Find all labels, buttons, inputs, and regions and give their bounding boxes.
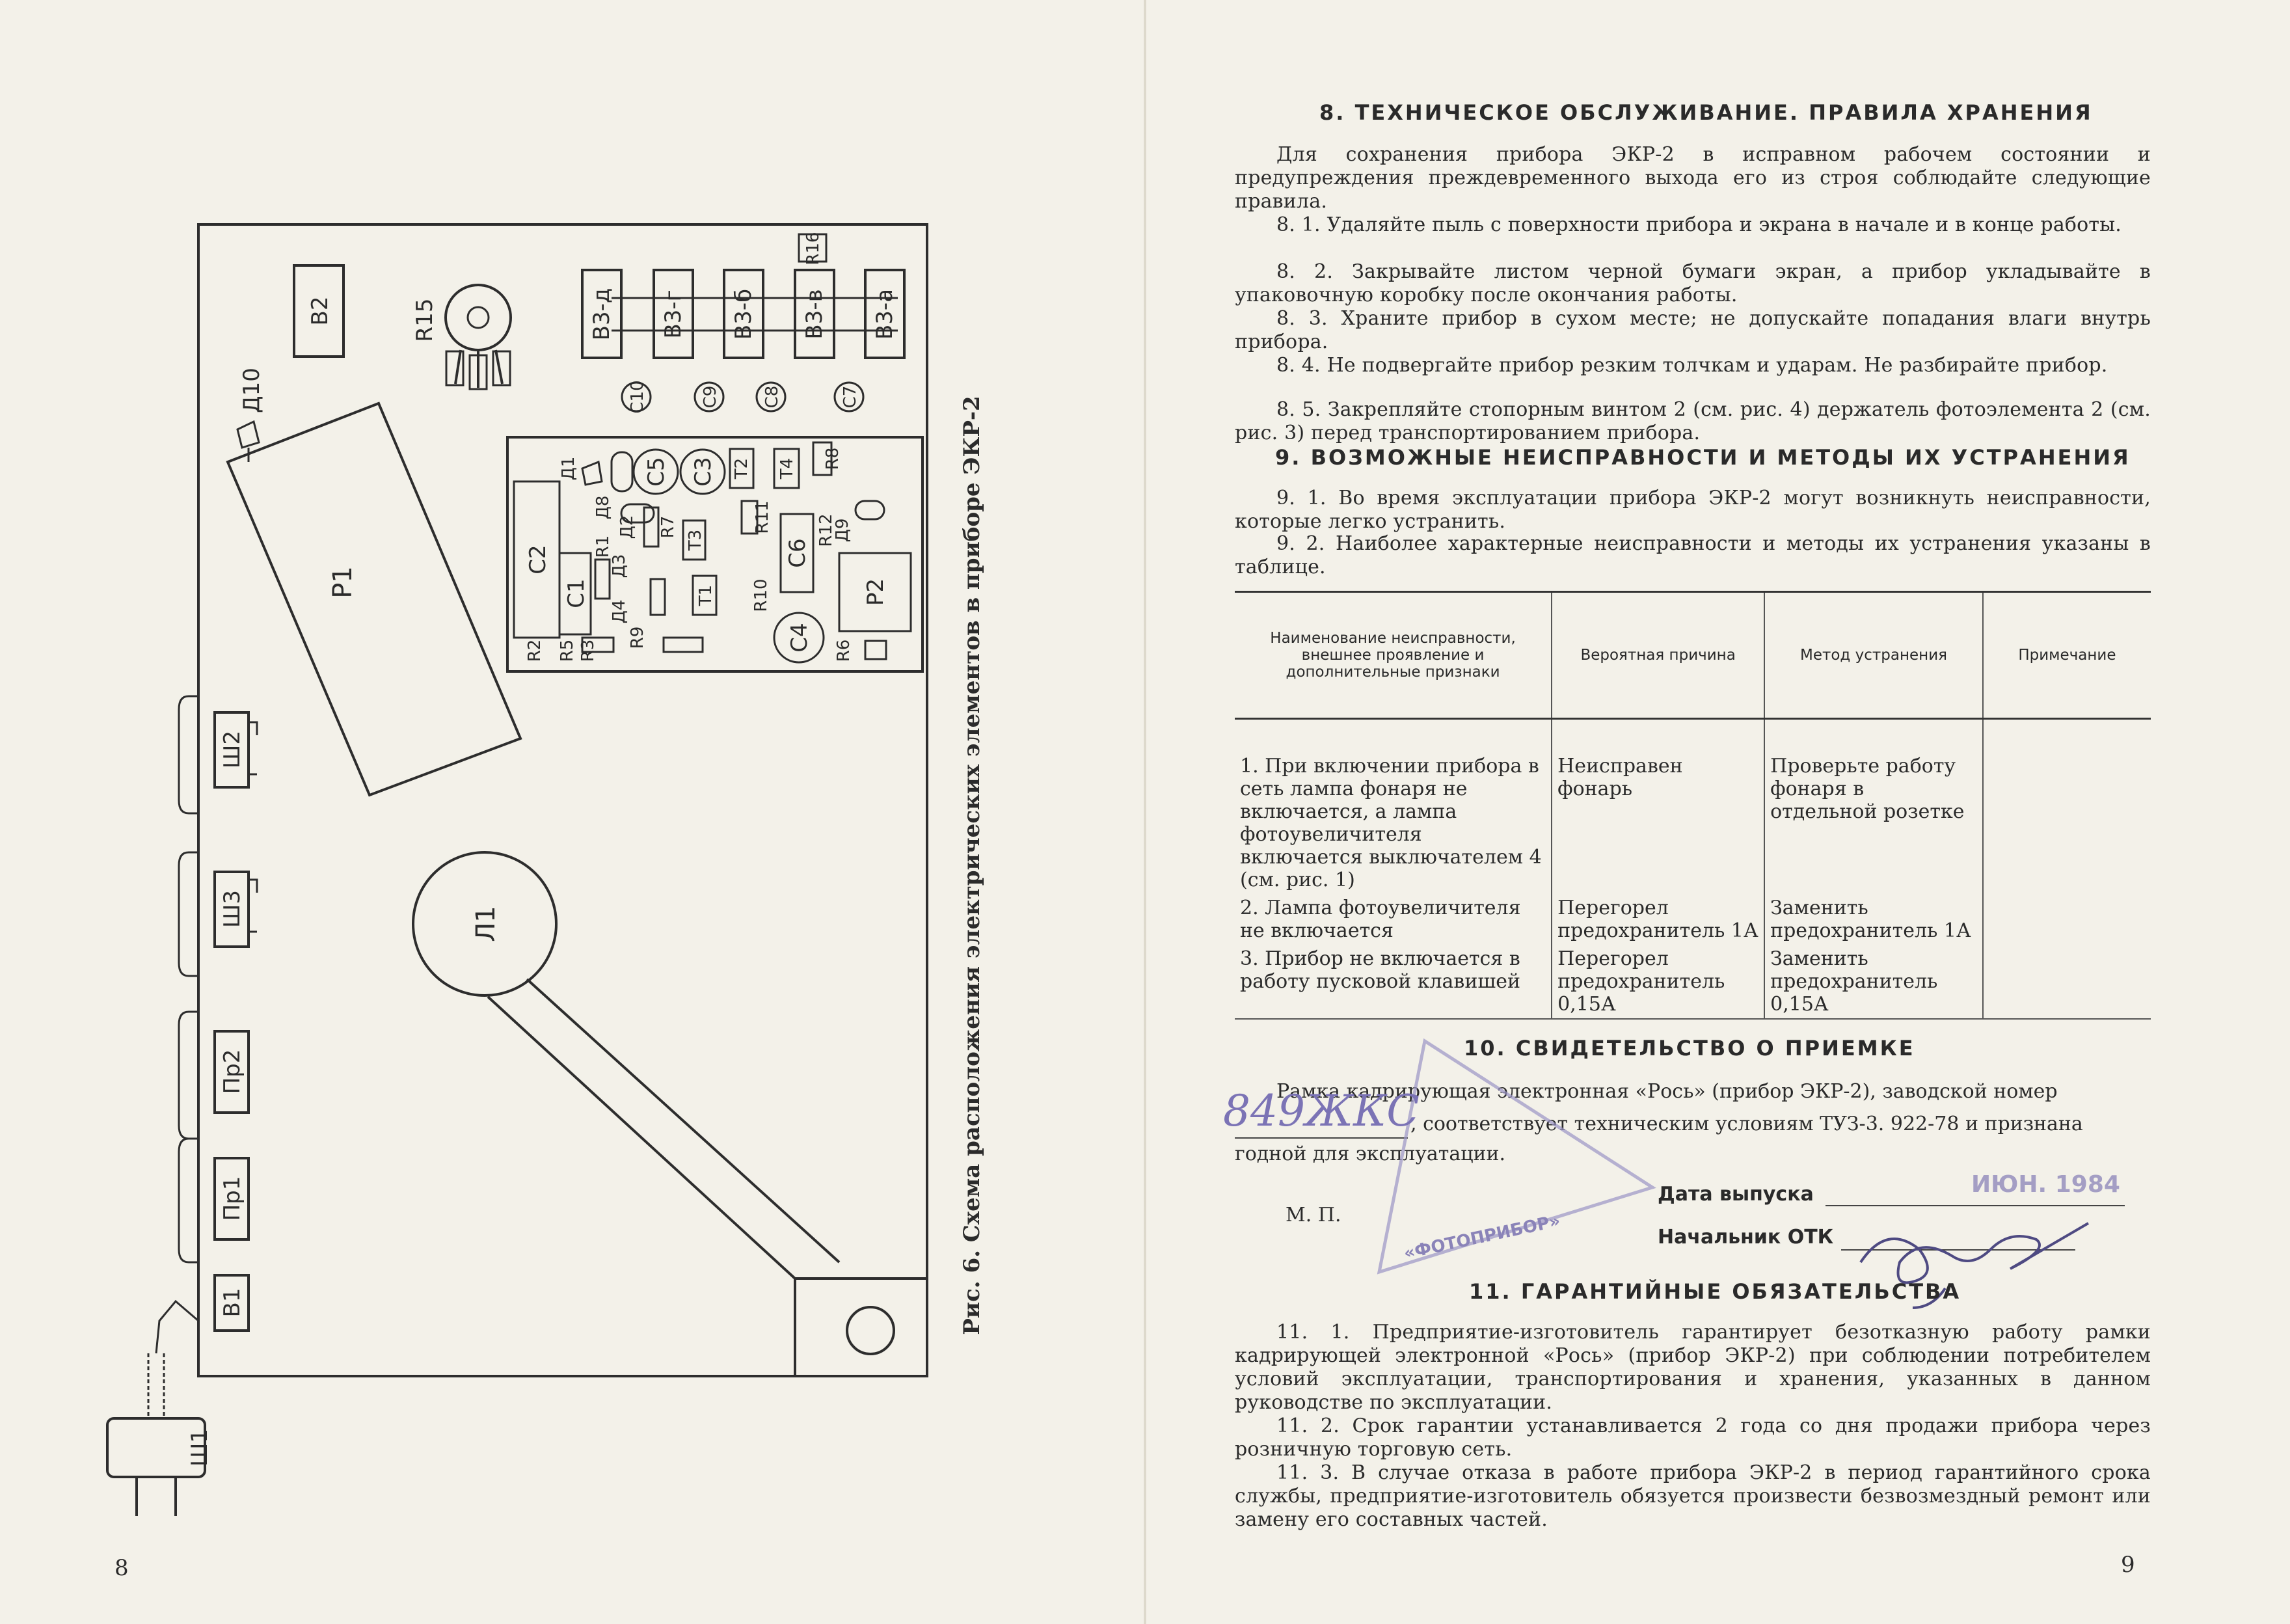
label-d1: Д1 [559, 456, 578, 481]
label-d9: Д9 [833, 518, 852, 543]
label-r10: R10 [751, 578, 771, 612]
release-date-value: ИЮН. 1984 [1971, 1171, 2120, 1198]
label-sh2: Ш2 [219, 731, 245, 768]
release-date-label: Дата выпуска [1658, 1183, 1814, 1206]
section10-heading: 10. СВИДЕТЕЛЬСТВО О ПРИЕМКЕ [1464, 1036, 1915, 1061]
label-d10: Д10 [239, 368, 265, 413]
label-c5: С5 [643, 457, 669, 487]
label-d2: Д2 [617, 515, 637, 539]
label-d4: Д4 [610, 599, 629, 624]
label-r16: R16 [803, 232, 823, 265]
fault-table-header [1235, 592, 2151, 719]
table-row [1235, 719, 2151, 895]
board-outline [198, 224, 927, 1376]
section11-heading: 11. ГАРАНТИЙНЫЕ ОБЯЗАТЕЛЬСТВА [1469, 1279, 1961, 1304]
label-c2: С2 [525, 545, 551, 575]
row1-note [1983, 719, 2151, 895]
power-plug [107, 1301, 213, 1516]
label-b3g: В3-г [660, 290, 686, 339]
section8-heading: 8. ТЕХНИЧЕСКОЕ ОБСЛУЖИВАНИЕ. ПРАВИЛА ХРАНЕНИЯ [1319, 100, 2093, 125]
section8-intro: Для сохранения прибора ЭКР-2 в исправном рабочем состоянии и предупреждения преждевременного выхода его из строя соблюдайте следующие правила. [1235, 143, 2151, 213]
row3-method: Заменить предохранитель 0,15А [1764, 945, 1983, 1019]
certificate-line-2: , соответствует техническим условиям ТУЗ-3. 922-78 и признана [1410, 1113, 2083, 1135]
row2-note [1983, 894, 2151, 945]
circuit-sub-board [507, 437, 923, 671]
capacitors-row [622, 380, 863, 413]
label-r2: R2 [525, 639, 545, 662]
section8-item-2: 8. 2. Закрывайте листом черной бумаги экран, а прибор укладывайте в упаковочную коробку после окончания работы. [1235, 260, 2151, 306]
label-l1: Л1 [471, 906, 501, 942]
label-r12: R12 [816, 513, 836, 547]
row3-note [1983, 945, 2151, 1019]
header-fault: Наименование неисправности, внешнее проявление и дополнительные признаки [1235, 592, 1552, 719]
lamp-l1 [413, 852, 927, 1376]
label-t1: Т1 [696, 584, 716, 606]
label-pr1: Пр1 [219, 1176, 245, 1221]
label-r11: R11 [753, 500, 772, 534]
label-pr2: Пр2 [219, 1049, 245, 1094]
label-r9: R9 [628, 626, 647, 649]
label-p2: Р2 [863, 578, 889, 606]
label-b3a: В3-а [872, 288, 898, 340]
section8-item-5: 8. 5. Закрепляйте стопорным винтом 2 (см. рис. 4) держатель фотоэлемента 2 (см. рис. 3) перед транспортированием прибора. [1235, 398, 2151, 444]
label-b3b: В3-б [731, 288, 757, 340]
header-method: Метод устранения [1764, 592, 1983, 719]
label-b3d: В3-д [589, 288, 615, 341]
fault-table [1235, 591, 2151, 1020]
switch-b3-group [582, 270, 904, 358]
table-row [1235, 945, 2151, 1019]
label-r7: R7 [658, 515, 678, 539]
label-c3: С3 [690, 457, 716, 487]
row1-method: Проверьте работу фонаря в отдельной розетке [1764, 719, 1983, 895]
table-row [1235, 894, 2151, 945]
otk-label: Начальник ОТК [1658, 1226, 1834, 1249]
label-sh1: Ш1 [187, 1429, 213, 1467]
section8-item-1: 8. 1. Удаляйте пыль с поверхности прибора и экрана в начале и в конце работы. [1276, 213, 2122, 236]
label-r3: R3 [578, 639, 598, 662]
label-b2: В2 [307, 296, 333, 326]
serial-handwriting [1223, 1074, 1431, 1145]
label-d3: Д3 [610, 554, 629, 578]
label-c4: С4 [787, 623, 813, 653]
relay-p1 [228, 403, 520, 795]
row2-cause: Перегорел предохранитель 1А [1552, 894, 1764, 945]
row1-fault: 1. При включении прибора в сеть лампа фонаря не включается, а лампа фотоувеличителя включается выключателем 4 (см. рис. 1) [1240, 755, 1542, 891]
row3-cause: Перегорел предохранитель 0,15А [1552, 945, 1764, 1019]
label-r1: R1 [593, 535, 613, 558]
figure-caption: Рис. 6. Схема расположения электрических элементов в приборе ЭКР-2 [959, 396, 985, 1335]
stamp-text: «ФОТОПРИБОР» [1402, 1211, 1562, 1264]
label-p1: Р1 [328, 566, 358, 599]
label-sh3: Ш3 [219, 890, 245, 928]
row1-cause: Неисправен фонарь [1552, 719, 1764, 895]
label-r8: R8 [823, 447, 842, 470]
row3-fault: 3. Прибор не включается в работу пусковой клавишей [1235, 945, 1552, 1019]
certificate-line-1: Рамка кадрирующая электронная «Рось» (прибор ЭКР-2), заводской номер [1276, 1080, 2058, 1103]
section11-item-3: 11. 3. В случае отказа в работе прибора ЭКР-2 в период гарантийного срока службы, предприятие-изготовитель обязуется произвести безвозмездный ремонт или замену его составных частей. [1235, 1461, 2151, 1531]
certificate-line-3: годной для эксплуатации. [1235, 1143, 1506, 1165]
label-r15: R15 [412, 298, 438, 342]
label-c1: С1 [563, 578, 589, 608]
section8-item-3: 8. 3. Храните прибор в сухом месте; не допускайте попадания влаги внутрь прибора. [1235, 307, 2151, 353]
date-stamp [1971, 1158, 2166, 1210]
triangle-stamp [1327, 1028, 1691, 1288]
label-r5: R5 [558, 639, 577, 662]
page-number-left: 8 [114, 1555, 129, 1581]
row2-fault: 2. Лампа фотоувеличителя не включается [1240, 897, 1521, 942]
section9-item-2: 9. 2. Наиболее характерные неисправности и методы их устранения указаны в таблице. [1235, 532, 2151, 578]
label-d8: Д8 [593, 495, 613, 520]
serial-number: 849ЖКС [1223, 1086, 1420, 1136]
label-t4: Т4 [777, 457, 797, 480]
label-c10: С10 [628, 380, 647, 414]
row2-method: Заменить предохранитель 1А [1764, 894, 1983, 945]
connectors [179, 696, 257, 1331]
section9-heading: 9. ВОЗМОЖНЫЕ НЕИСПРАВНОСТИ И МЕТОДЫ ИХ УСТРАНЕНИЯ [1275, 445, 2131, 470]
label-b3v: В3-в [801, 289, 828, 340]
header-note: Примечание [1983, 592, 2151, 719]
mp-label: М. П. [1286, 1204, 1341, 1226]
label-c6: С6 [785, 538, 811, 568]
section11-item-1: 11. 1. Предприятие-изготовитель гарантирует безотказную работу рамки кадрирующей электронной «Рось» (прибор ЭКР-2) при соблюдении потребителем условий эксплуатации, транспортирования и хранения, указанных в данном руководстве по эксплуатации. [1235, 1321, 2151, 1414]
section8-item-4: 8. 4. Не подвергайте прибор резким толчкам и ударам. Не разбирайте прибор. [1276, 354, 2108, 377]
label-c7: С7 [841, 385, 860, 409]
label-v1: В1 [219, 1288, 245, 1318]
label-r6: R6 [834, 639, 854, 662]
section9-item-1: 9. 1. Во время эксплуатации прибора ЭКР-2 могут возникнуть неисправности, которые легко устранить. [1235, 487, 2151, 533]
label-c9: С9 [701, 385, 720, 409]
label-t2: Т2 [732, 457, 751, 480]
header-cause: Вероятная причина [1552, 592, 1764, 719]
page-number-right: 9 [2121, 1552, 2135, 1578]
label-t3: Т3 [686, 529, 705, 551]
label-c8: С8 [762, 385, 782, 409]
section11-item-2: 11. 2. Срок гарантии устанавливается 2 года со дня продажи прибора через розничную торговую сеть. [1235, 1414, 2151, 1461]
